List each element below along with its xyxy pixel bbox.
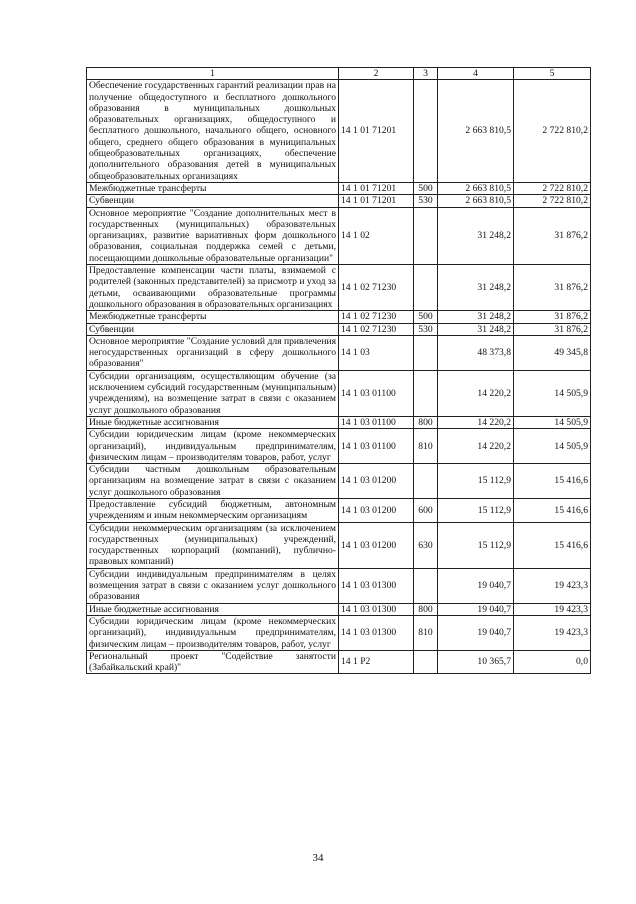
- row-value1-cell: 2 663 810,5: [438, 80, 514, 183]
- row-code-cell: 14 1 03 01300: [339, 615, 414, 650]
- row-value2-cell: 2 722 810,2: [514, 195, 591, 207]
- row-code-cell: 14 1 03 01100: [339, 429, 414, 464]
- row-type-cell: [414, 370, 438, 416]
- table-row: [87, 311, 591, 323]
- header-cell-4: 4: [438, 68, 514, 80]
- row-code-cell: 14 1 03 01200: [339, 464, 414, 499]
- row-type-cell: 810: [414, 615, 438, 650]
- table-row: [87, 464, 591, 499]
- row-value2-cell: 2 722 810,2: [514, 80, 591, 183]
- row-name-cell: Субвенции: [87, 323, 339, 335]
- row-name-cell: Субсидии частным дошкольным образовательным организациям на возмещение затрат в связи с оказанием услуг дошкольного образования: [87, 464, 339, 499]
- row-value2-cell: 49 345,8: [514, 335, 591, 370]
- table-row: [87, 182, 591, 194]
- row-value1-cell: 15 112,9: [438, 522, 514, 568]
- row-type-cell: 530: [414, 195, 438, 207]
- table-row: [87, 335, 591, 370]
- row-value2-cell: 2 722 810,2: [514, 182, 591, 194]
- table-row: [87, 568, 591, 603]
- row-name-cell: Межбюджетные трансферты: [87, 182, 339, 194]
- row-name-cell: Обеспечение государственных гарантий реализации прав на получение общедоступного и бесплатного дошкольного образования в муниципальных дошкольных образовательных организациях, общедоступного и бесплатного дошкольного, начального общего, основного общего, среднего общего образования в муниципальных общеобразовательных организациях, обеспечение дополнительного образования детей в муниципальных общеобразовательных организациях: [87, 80, 339, 183]
- row-name-cell: Предоставление субсидий бюджетным, автономным учреждениям и иным некоммерческим организациям: [87, 498, 339, 522]
- row-value2-cell: 15 416,6: [514, 498, 591, 522]
- row-type-cell: 800: [414, 603, 438, 615]
- row-code-cell: 14 1 01 71201: [339, 195, 414, 207]
- row-value1-cell: 15 112,9: [438, 464, 514, 499]
- table-row: [87, 323, 591, 335]
- row-value1-cell: 19 040,7: [438, 615, 514, 650]
- row-value1-cell: 14 220,2: [438, 370, 514, 416]
- row-name-cell: Основное мероприятие "Создание условий для привлечения негосударственных организаций в сферу дошкольного образования": [87, 335, 339, 370]
- row-name-cell: Субсидии организациям, осуществляющим обучение (за исключением субсидий государственным (муниципальным) учреждениям), на возмещение затрат в связи с оказанием услуг дошкольного образования: [87, 370, 339, 416]
- row-value2-cell: 14 505,9: [514, 370, 591, 416]
- row-value2-cell: 0,0: [514, 650, 591, 674]
- row-name-cell: Иные бюджетные ассигнования: [87, 416, 339, 428]
- table-row: [87, 650, 591, 674]
- row-value2-cell: 15 416,6: [514, 464, 591, 499]
- row-value2-cell: 31 876,2: [514, 265, 591, 311]
- row-code-cell: 14 1 P2: [339, 650, 414, 674]
- row-value1-cell: 31 248,2: [438, 323, 514, 335]
- row-value2-cell: 19 423,3: [514, 603, 591, 615]
- row-type-cell: 810: [414, 429, 438, 464]
- table-row: [87, 429, 591, 464]
- row-value2-cell: 19 423,3: [514, 615, 591, 650]
- row-value1-cell: 31 248,2: [438, 207, 514, 264]
- row-value1-cell: 19 040,7: [438, 568, 514, 603]
- row-name-cell: Субсидии юридическим лицам (кроме некоммерческих организаций), индивидуальным предпринимателям, физическим лицам – производителям товаров, работ, услуг: [87, 615, 339, 650]
- header-cell-2: 2: [339, 68, 414, 80]
- table-row: [87, 265, 591, 311]
- row-value1-cell: 14 220,2: [438, 429, 514, 464]
- table-row: [87, 195, 591, 207]
- row-value1-cell: 31 248,2: [438, 311, 514, 323]
- row-code-cell: 14 1 02 71230: [339, 323, 414, 335]
- row-code-cell: 14 1 03: [339, 335, 414, 370]
- table-row: [87, 370, 591, 416]
- row-code-cell: 14 1 03 01200: [339, 522, 414, 568]
- budget-table-body: [87, 68, 591, 674]
- row-value1-cell: 15 112,9: [438, 498, 514, 522]
- row-code-cell: 14 1 03 01300: [339, 603, 414, 615]
- row-type-cell: [414, 265, 438, 311]
- header-cell-1: 1: [87, 68, 339, 80]
- row-value2-cell: 31 876,2: [514, 311, 591, 323]
- row-value1-cell: 2 663 810,5: [438, 195, 514, 207]
- row-type-cell: 600: [414, 498, 438, 522]
- row-value1-cell: 31 248,2: [438, 265, 514, 311]
- row-name-cell: Региональный проект "Содействие занятости (Забайкальский край)": [87, 650, 339, 674]
- row-type-cell: 630: [414, 522, 438, 568]
- row-name-cell: Субсидии некоммерческим организациям (за исключением государственных (муниципальных) учреждений, государственных корпораций (компаний), публично-правовых компаний): [87, 522, 339, 568]
- header-cell-3: 3: [414, 68, 438, 80]
- row-code-cell: 14 1 03 01100: [339, 370, 414, 416]
- row-value2-cell: 15 416,6: [514, 522, 591, 568]
- row-name-cell: Иные бюджетные ассигнования: [87, 603, 339, 615]
- header-cell-5: 5: [514, 68, 591, 80]
- row-value1-cell: 14 220,2: [438, 416, 514, 428]
- page-number: 34: [312, 852, 324, 864]
- row-code-cell: 14 1 03 01300: [339, 568, 414, 603]
- table-row: [87, 615, 591, 650]
- row-code-cell: 14 1 03 01200: [339, 498, 414, 522]
- row-value2-cell: 31 876,2: [514, 323, 591, 335]
- table-row: [87, 207, 591, 264]
- row-code-cell: 14 1 01 71201: [339, 80, 414, 183]
- row-type-cell: 500: [414, 311, 438, 323]
- row-value2-cell: 31 876,2: [514, 207, 591, 264]
- row-name-cell: Предоставление компенсации части платы, взимаемой с родителей (законных представителей) за присмотр и уход за детьми, осваивающими образовательные программы дошкольного образования в образовательных организациях: [87, 265, 339, 311]
- row-type-cell: 530: [414, 323, 438, 335]
- table-header-row: [87, 68, 591, 80]
- row-name-cell: Субсидии индивидуальным предпринимателям в целях возмещения затрат в связи с оказанием услуг дошкольного образования: [87, 568, 339, 603]
- row-type-cell: [414, 207, 438, 264]
- table-row: [87, 603, 591, 615]
- row-value2-cell: 19 423,3: [514, 568, 591, 603]
- row-name-cell: Субвенции: [87, 195, 339, 207]
- budget-table: [86, 67, 591, 674]
- row-name-cell: Основное мероприятие "Создание дополнительных мест в государственных (муниципальных) образовательных организациях, развитие вариативных форм дошкольного образования, социальная поддержка семей с детьми, посещающими дошкольные образовательные организации": [87, 207, 339, 264]
- row-name-cell: Субсидии юридическим лицам (кроме некоммерческих организаций), индивидуальным предпринимателям, физическим лицам – производителям товаров, работ, услуг: [87, 429, 339, 464]
- row-code-cell: 14 1 02 71230: [339, 311, 414, 323]
- row-value1-cell: 2 663 810,5: [438, 182, 514, 194]
- row-value2-cell: 14 505,9: [514, 429, 591, 464]
- table-row: [87, 498, 591, 522]
- row-code-cell: 14 1 01 71201: [339, 182, 414, 194]
- row-type-cell: [414, 650, 438, 674]
- row-code-cell: 14 1 03 01100: [339, 416, 414, 428]
- row-value2-cell: 14 505,9: [514, 416, 591, 428]
- row-name-cell: Межбюджетные трансферты: [87, 311, 339, 323]
- row-type-cell: [414, 568, 438, 603]
- row-value1-cell: 10 365,7: [438, 650, 514, 674]
- row-code-cell: 14 1 02: [339, 207, 414, 264]
- row-type-cell: 500: [414, 182, 438, 194]
- row-type-cell: [414, 464, 438, 499]
- row-type-cell: [414, 335, 438, 370]
- row-value1-cell: 19 040,7: [438, 603, 514, 615]
- row-value1-cell: 48 373,8: [438, 335, 514, 370]
- row-code-cell: 14 1 02 71230: [339, 265, 414, 311]
- row-type-cell: [414, 80, 438, 183]
- table-row: [87, 80, 591, 183]
- table-row: [87, 416, 591, 428]
- row-type-cell: 800: [414, 416, 438, 428]
- table-row: [87, 522, 591, 568]
